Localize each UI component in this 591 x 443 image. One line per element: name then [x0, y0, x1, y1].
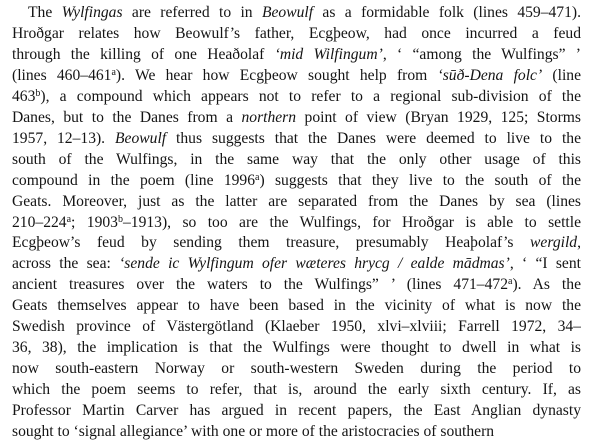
italic-text: Beowulf [115, 129, 167, 147]
italic-text: wergild [530, 234, 578, 252]
text-run: Danes, but to the Danes from a [12, 108, 242, 126]
text-run: 210–224 [12, 213, 67, 231]
text-line [12, 254, 581, 275]
italic-text: Beowulf [261, 4, 314, 21]
text-run: –1913), so too are the Wulfings, for Hroðgar is able to settle [122, 213, 581, 231]
italic-text: northern [241, 108, 297, 126]
text-run: as a formidable folk (lines 459–471). [313, 4, 581, 21]
text-line [12, 45, 581, 66]
text-line [12, 296, 581, 317]
italic-text: ‘sūð-Dena folc’ [437, 66, 543, 84]
text-line [12, 87, 581, 108]
text-run: 36, 38), the implication is that the Wulfings were thought to dwell in what is [12, 339, 581, 357]
text-run: , ‘ “among the Wulfings” ’ [382, 45, 581, 63]
text-line [12, 401, 581, 422]
text-run: The [28, 4, 62, 21]
text-run: 1957, 12–13). [12, 129, 116, 147]
text-run: ). As the [512, 276, 581, 294]
text-run: thus suggests that the Danes were deemed to live to the [166, 129, 581, 147]
text-run: Professor Martin Carver has argued in recent papers, the East Anglian dynasty [12, 402, 581, 420]
text-line [12, 380, 581, 401]
text-run: ), a compound which appears not to refer to a regional sub-division of the [40, 87, 581, 105]
text-run: are referred to in [122, 4, 262, 21]
text-line [12, 150, 581, 171]
superscript-marker: a [66, 213, 72, 225]
text-run: ancient treasures over the waters to the Wulfings” ’ (lines 471–472 [12, 276, 508, 294]
body-paragraph [12, 3, 581, 443]
text-line [12, 338, 581, 359]
text-line [12, 233, 581, 254]
superscript-marker: b [117, 213, 123, 225]
text-run: Geats themselves appear to have been based in the vicinity of what is now the [12, 297, 581, 315]
text-run: Swedish province of Västergötland (Klaeber 1950, xlvi–xlviii; Farrell 1972, 34– [12, 318, 581, 336]
text-run: Geats. Moreover, just as the latter are separated from the Danes by sea (lines [12, 192, 581, 210]
italic-text: Wylfingas [61, 4, 123, 21]
text-line [12, 3, 581, 24]
text-line [12, 108, 581, 129]
text-run: (line [542, 66, 581, 84]
text-run: (lines 460–461 [12, 66, 112, 84]
superscript-marker: a [255, 171, 260, 183]
italic-text: ‘mid Wilfingum’ [274, 45, 383, 63]
text-run: , [577, 234, 581, 252]
text-line [12, 66, 581, 87]
superscript-marker: a [111, 66, 116, 78]
text-run: ). We hear how Ecgþeow sought help from [115, 66, 438, 84]
text-run: ) suggests that they live to the south of the [259, 171, 581, 189]
text-run: which the poem seems to refer, that is, around the early sixth century. If, as [12, 381, 581, 399]
text-run: through the killing of one Heaðolaf [12, 45, 275, 63]
text-run: , ‘ “I sent [509, 255, 581, 273]
text-line [12, 129, 581, 150]
text-run: compound in the poem (line 1996 [12, 171, 256, 189]
text-line [12, 213, 581, 234]
text-line [12, 171, 581, 192]
text-line [12, 24, 581, 45]
text-line [12, 359, 581, 380]
text-run: ; 1903 [71, 213, 118, 231]
italic-text: ‘sende ic Wylfingum ofer wæteres hrycg / ealde mādmas’ [119, 255, 510, 273]
text-run: 463 [12, 87, 36, 105]
text-run: Hroðgar relates how Beowulf’s father, Ecgþeow, had once incurred a feud [12, 24, 581, 42]
text-line [12, 317, 581, 338]
superscript-marker: b [35, 87, 41, 99]
text-run: point of view (Bryan 1929, 125; Storms [296, 108, 581, 126]
text-run: Ecgþeow’s feud by sending them treasure, presumably Heaþolaf’s [12, 234, 531, 252]
text-run: across the sea: [12, 255, 120, 273]
superscript-marker: a [508, 276, 513, 288]
text-line [12, 422, 581, 443]
text-run: now south-eastern Norway or south-western Sweden during the period to [12, 360, 581, 378]
text-run: south of the Wulfings, in the same way that the only other usage of this [12, 150, 581, 168]
text-line [12, 192, 581, 213]
text-line [12, 275, 581, 296]
text-run: sought to ‘signal allegiance’ with one or more of the aristocracies of southern [12, 423, 495, 441]
